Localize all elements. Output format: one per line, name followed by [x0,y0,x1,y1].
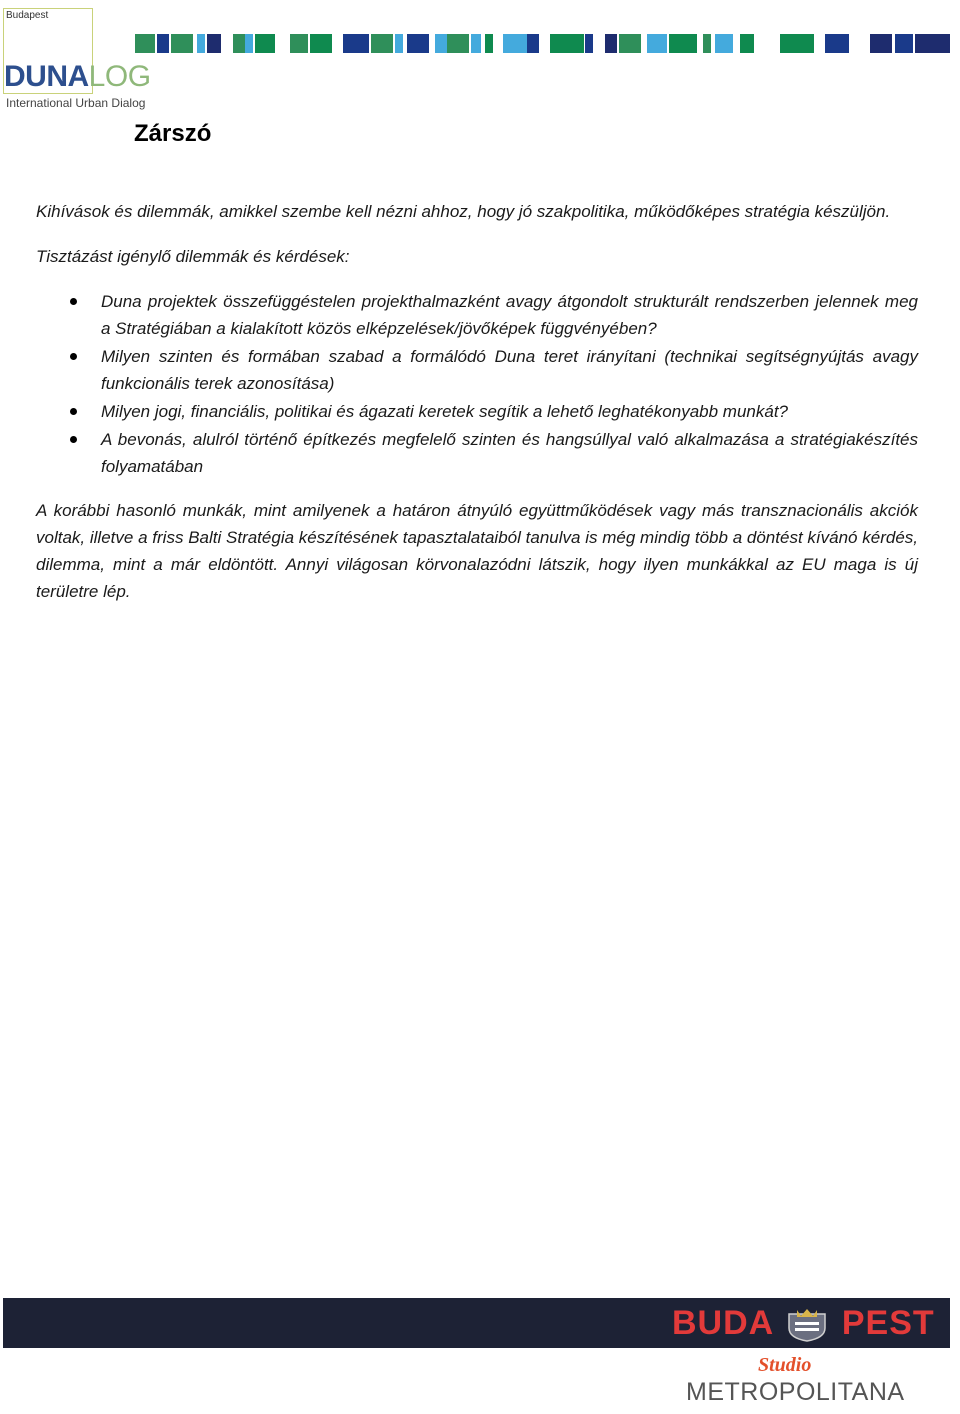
stripe-segment [310,34,332,53]
budapest-crest-icon [783,1308,831,1342]
list-item-text: Duna projektek összefüggéstelen projekthalmazként avagy átgondolt strukturált rendszerben jelennek meg a Stratégiában a kialakított közös elképzelések/jövőképek függvényében? [101,292,918,338]
stripe-segment [290,34,308,53]
list-item [36,288,918,342]
list-item-text: Milyen szinten és formában szabad a formálódó Duna teret irányítani (technikai segítségnyújtás avagy funkcionális terek azonosítása) [101,347,918,393]
stripe-segment [255,34,275,53]
stripe-segment [435,34,447,53]
logo-word-light: LOG [88,60,151,93]
stripe-segment [485,34,493,53]
stripe-segment [669,34,697,53]
stripe-segment [157,34,169,53]
stripe-segment [207,34,221,53]
stripe-segment [135,34,155,53]
bullet-icon [70,436,77,443]
budapest-logo-right: PEST [841,1304,935,1342]
logo-wordmark [4,62,151,92]
stripe-segment [870,34,892,53]
stripe-segment [197,34,205,53]
stripe-segment [407,34,429,53]
stripe-segment [715,34,733,53]
page-title: Zárszó [134,120,212,147]
stripe-segment [245,34,253,53]
metropolitana-label: METROPOLITANA [686,1378,905,1406]
stripe-segment [825,34,849,53]
logo-subtitle: International Urban Dialog [6,96,146,110]
stripe-segment [605,34,617,53]
stripe-segment [447,34,469,53]
stripe-segment [233,34,245,53]
stripe-segment [471,34,481,53]
stripe-segment [585,34,593,53]
stripe-segment [527,34,539,53]
intro-paragraph: Kihívások és dilemmák, amikkel szembe kell nézni ahhoz, hogy jó szakpolitika, működőképes stratégia készüljön. [36,202,891,221]
stripe-segment [703,34,711,53]
bullet-icon [70,353,77,360]
list-heading: Tisztázást igénylő dilemmák és kérdések: [36,247,350,266]
stripe-segment [343,34,369,53]
stripe-segment [915,34,950,53]
stripe-segment [395,34,403,53]
dilemma-list [36,288,918,481]
closing-paragraph: A korábbi hasonló munkák, mint amilyenek a határon átnyúló együttműködések vagy más transznacionális akciók voltak, illetve a friss Balti Stratégia készítésének tapasztalataiból tanulva is még mindig több a döntést kívánó kérdés, dilemma, mint a már eldöntött. Annyi világosan körvonalazódni látszik, hogy ilyen munkákkal az EU maga is új területre lép. [36,501,918,601]
stripe-segment [647,34,667,53]
studio-label: Studio [758,1354,812,1376]
list-item [36,426,918,480]
budapest-logo [672,1302,935,1344]
stripe-segment [740,34,754,53]
list-item [36,398,918,425]
logo-word-dark: DUNA [4,60,89,93]
stripe-segment [895,34,913,53]
stripe-segment [619,34,641,53]
stripe-segment [371,34,393,53]
bullet-icon [70,408,77,415]
bullet-icon [70,298,77,305]
list-item-text: A bevonás, alulról történő építkezés megfelelő szinten és hangsúllyal való alkalmazása a stratégiakészítés folyamatában [101,430,918,476]
budapest-logo-left: BUDA [672,1304,773,1342]
stripe-segment [550,34,584,53]
header-color-stripes [135,34,950,53]
stripe-segment [171,34,193,53]
list-item [36,343,918,397]
list-item-text: Milyen jogi, financiális, politikai és ágazati keretek segítik a lehető leghatékonyabb munkát? [101,402,789,421]
stripe-segment [503,34,527,53]
logo-city-label: Budapest [6,10,49,21]
stripe-segment [780,34,814,53]
